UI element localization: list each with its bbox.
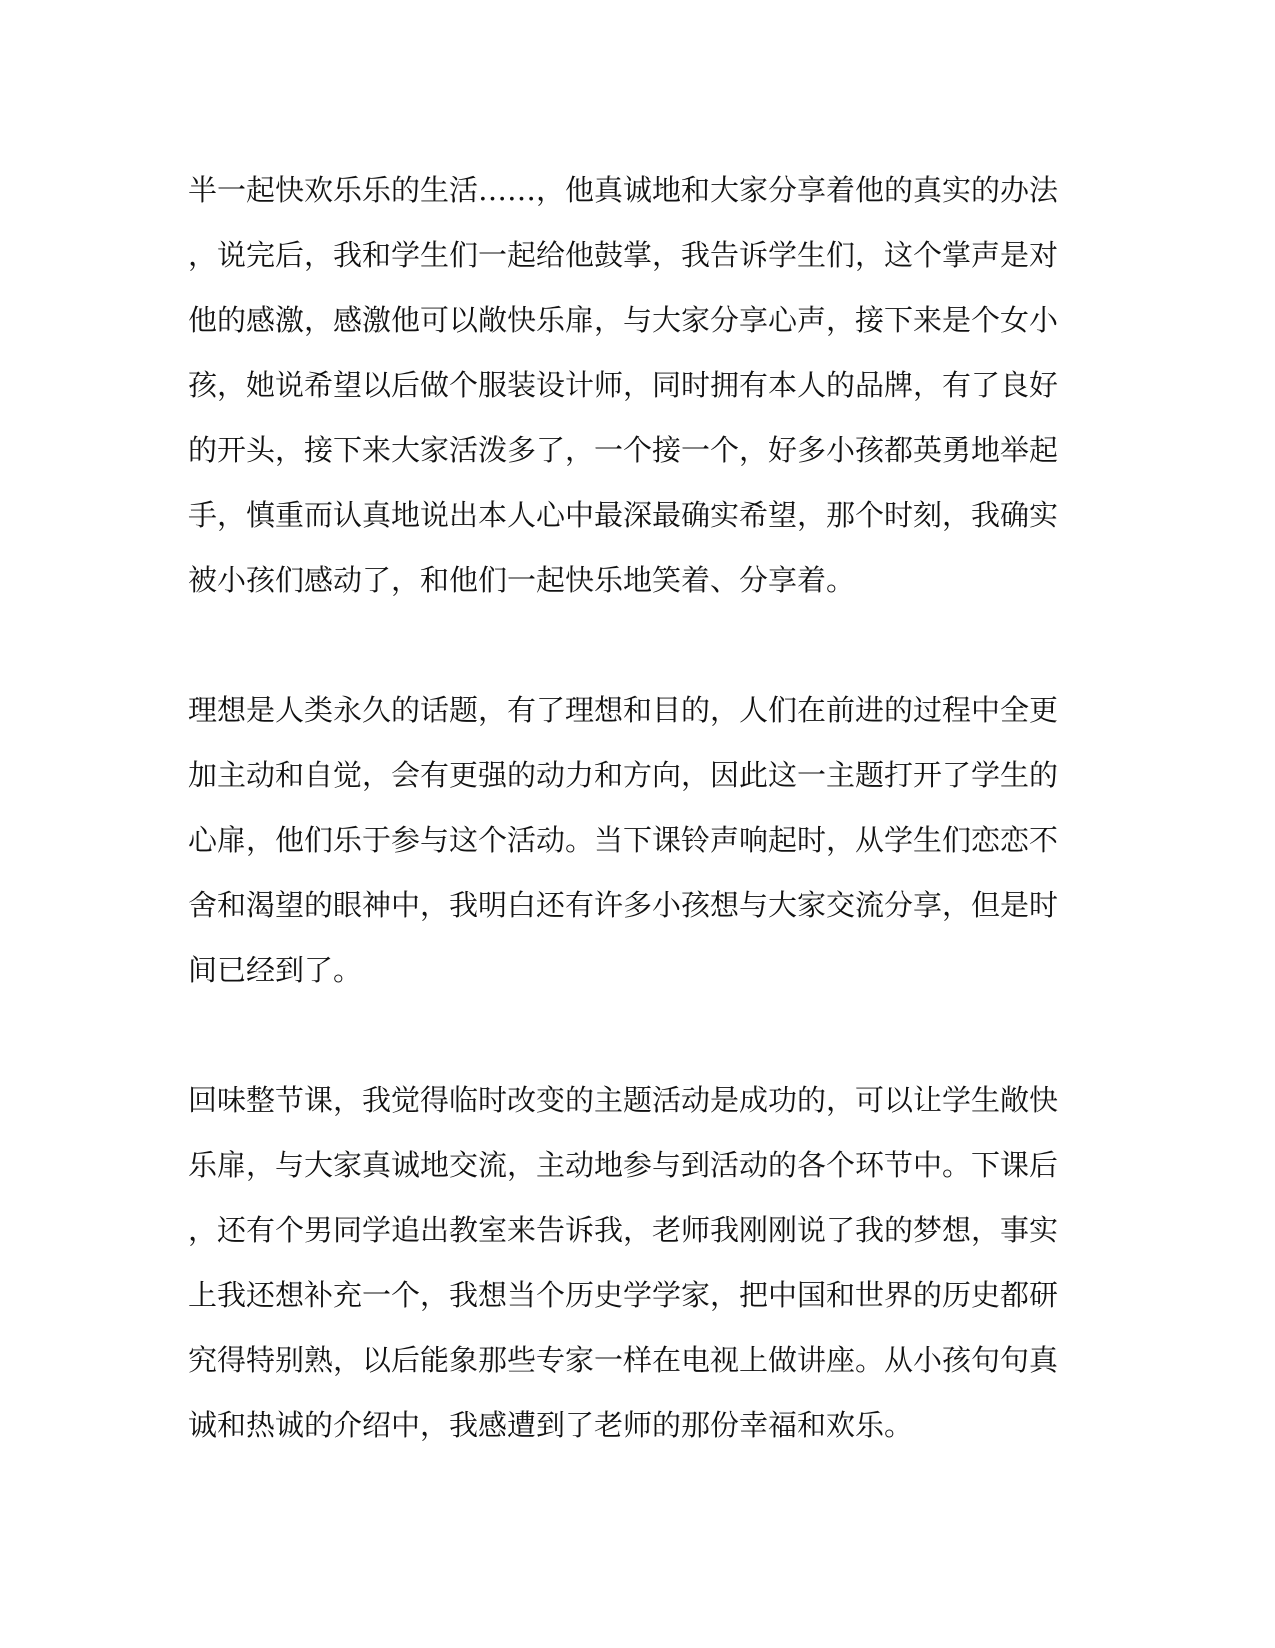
paragraph-line: 加主动和自觉，会有更强的动力和方向，因此这一主题打开了学生的: [188, 758, 1059, 792]
paragraph-line: 他的感激，感激他可以敞快乐扉，与大家分享心声，接下来是个女小: [188, 303, 1059, 337]
paragraph-2: [188, 678, 1068, 1003]
paragraph-line: 心扉，他们乐于参与这个活动。当下课铃声响起时，从学生们恋恋不: [188, 823, 1059, 857]
paragraph-line: 回味整节课，我觉得临时改变的主题活动是成功的，可以让学生敞快: [188, 1083, 1059, 1117]
paragraph-line: 间已经到了。: [188, 953, 363, 987]
paragraph-line: 半一起快欢乐乐的生活……，他真诚地和大家分享着他的真实的办法: [188, 173, 1059, 207]
paragraph-line: ，还有个男同学追出教室来告诉我，老师我刚刚说了我的梦想，事实: [188, 1213, 1059, 1247]
paragraph-line: 被小孩们感动了，和他们一起快乐地笑着、分享着。: [188, 563, 856, 597]
paragraph-1: [188, 158, 1068, 613]
paragraph-line: 究得特别熟，以后能象那些专家一样在电视上做讲座。从小孩句句真: [188, 1343, 1059, 1377]
paragraph-line: 孩，她说希望以后做个服装设计师，同时拥有本人的品牌，有了良好: [188, 368, 1059, 402]
paragraph-line: 诚和热诚的介绍中，我感遭到了老师的那份幸福和欢乐。: [188, 1408, 914, 1442]
paragraph-line: 理想是人类永久的话题，有了理想和目的，人们在前进的过程中全更: [188, 693, 1059, 727]
paragraph-line: 舍和渴望的眼神中，我明白还有许多小孩想与大家交流分享，但是时: [188, 888, 1059, 922]
paragraph-line: ，说完后，我和学生们一起给他鼓掌，我告诉学生们，这个掌声是对: [188, 238, 1059, 272]
paragraph-3: [188, 1068, 1068, 1458]
paragraph-line: 手，慎重而认真地说出本人心中最深最确实希望，那个时刻，我确实: [188, 498, 1059, 532]
paragraph-line: 的开头，接下来大家活泼多了，一个接一个，好多小孩都英勇地举起: [188, 433, 1059, 467]
paragraph-line: 乐扉，与大家真诚地交流，主动地参与到活动的各个环节中。下课后: [188, 1148, 1059, 1182]
paragraph-line: 上我还想补充一个，我想当个历史学学家，把中国和世界的历史都研: [188, 1278, 1059, 1312]
